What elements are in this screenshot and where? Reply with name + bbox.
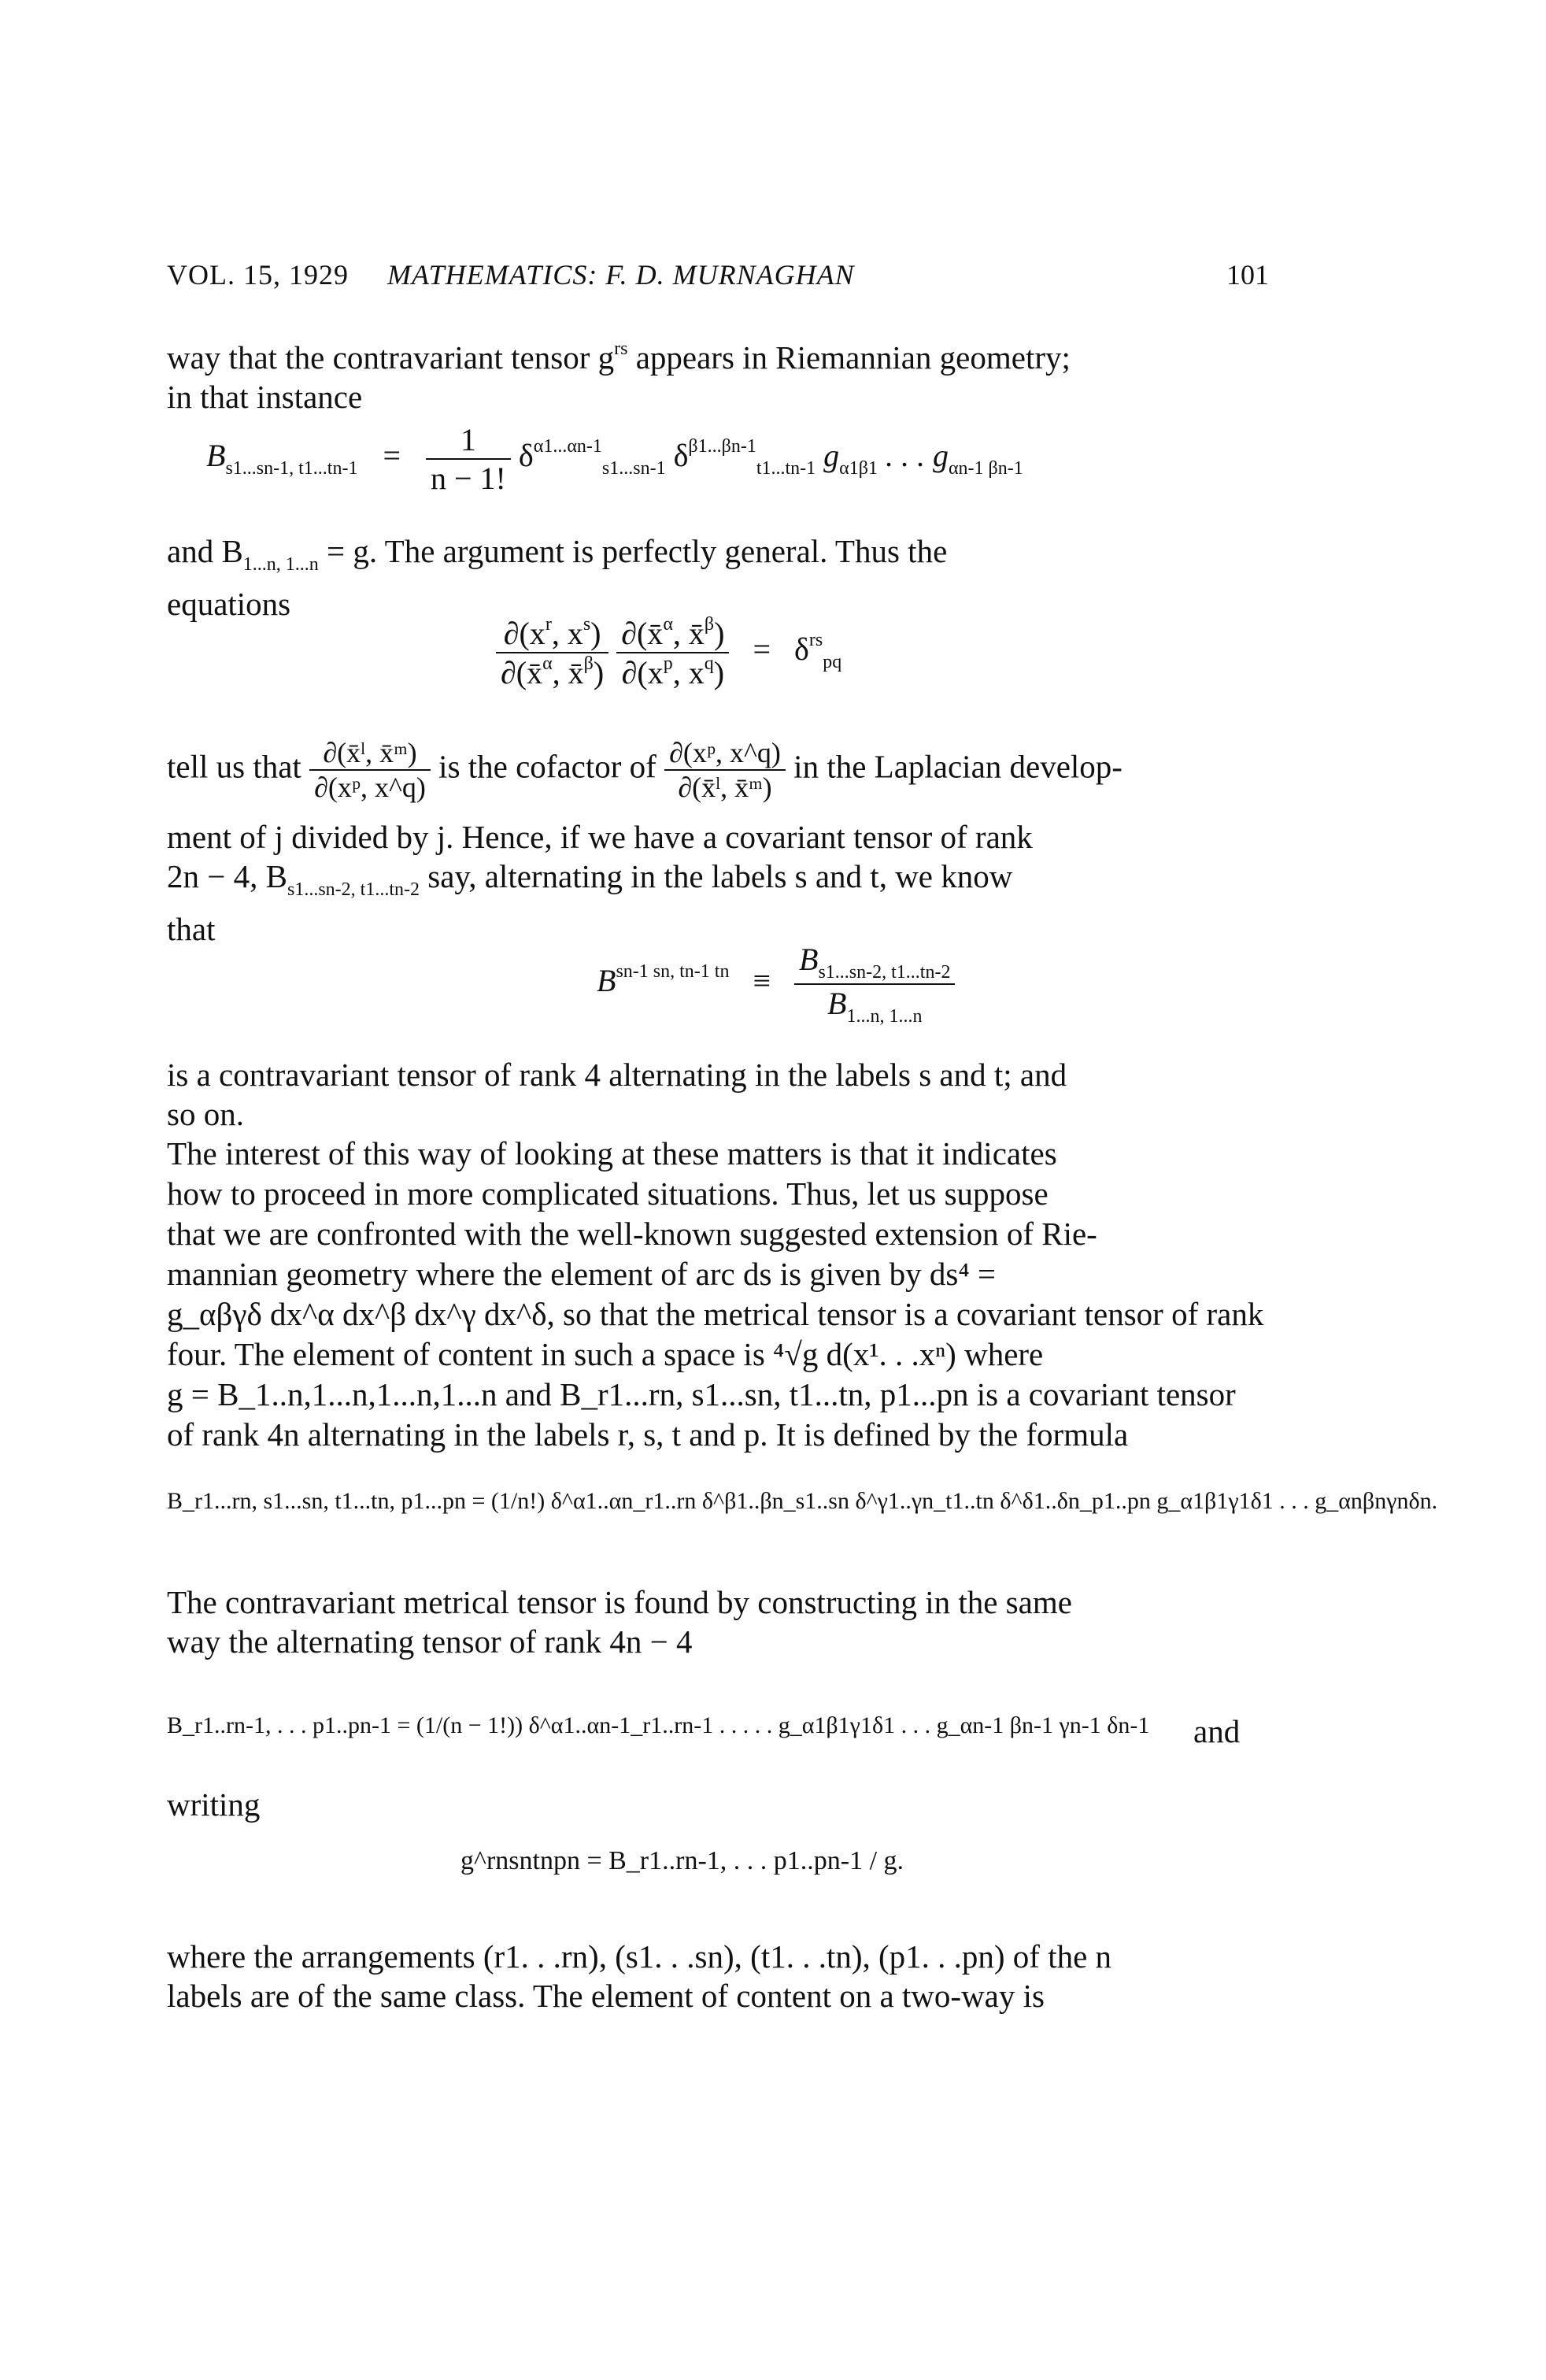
text-run: tell us that [167, 748, 301, 785]
denominator [794, 985, 955, 1027]
fraction [616, 614, 729, 691]
superscript: q [704, 653, 714, 674]
symbol: , x̄ [672, 616, 705, 651]
symbol: ) [590, 616, 601, 651]
fraction [426, 421, 511, 497]
text-line: that [167, 911, 216, 947]
symbol: B [799, 942, 819, 977]
text-line: so on. [167, 1096, 244, 1132]
text-line: four. The element of content in such a space is ⁴√g d(x¹. . .xⁿ) where [167, 1336, 1044, 1372]
symbol: B [597, 963, 616, 999]
running-title: MATHEMATICS: F. D. MURNAGHAN [387, 259, 855, 291]
superscript: rs [614, 339, 628, 359]
superscript: β1...βn-1 [688, 436, 756, 457]
superscript: s [583, 614, 591, 635]
text-line: ment of j divided by j. Hence, if we have a covariant tensor of rank [167, 819, 1033, 855]
fraction [496, 614, 608, 691]
equation-4: B_r1...rn, s1...sn, t1...tn, p1...pn = (1/n!) δ^α1..αn_r1..rn δ^β1..βn_s1..sn δ^γ1..γn_t1..tn δ^δ1..δn_p1..pn g_α1β1γ1δ1 . . . g_αnβnγnδn. [167, 1488, 1438, 1514]
paragraph-interest [167, 1134, 1269, 1455]
text-run: in the Laplacian develop- [793, 748, 1123, 785]
symbol: ∂(x̄ [621, 616, 664, 651]
numerator: 1 [426, 421, 511, 460]
denominator: ∂(x̄ˡ, x̄ᵐ) [678, 772, 772, 803]
text-line: of rank 4n alternating in the labels r, s, t and p. It is defined by the formula [167, 1416, 1129, 1453]
equation-1 [206, 421, 1023, 497]
symbol: δ [518, 438, 534, 474]
subscript: s1...sn-2, t1...tn-2 [287, 879, 420, 900]
text-run: way that the contravariant tensor g [167, 339, 615, 376]
superscript: α [542, 653, 553, 674]
paragraph-hence [167, 817, 1269, 949]
text-line: how to proceed in more complicated situations. Thus, let us suppose [167, 1175, 1049, 1212]
text-line: in that instance [167, 379, 363, 415]
symbol: ) [593, 655, 605, 690]
text-line: The contravariant metrical tensor is found by constructing in the same [167, 1584, 1072, 1620]
subscript: αn-1 βn-1 [948, 458, 1023, 479]
symbol: ∂(x [503, 616, 546, 651]
symbol: ∂(x [621, 655, 664, 690]
symbol: δ [665, 438, 689, 474]
denominator: ∂(xᵖ, x^q) [314, 772, 426, 803]
symbol: . . . g [877, 438, 949, 474]
subscript: 1...n, 1...n [242, 554, 319, 575]
symbol: ) [714, 616, 725, 651]
numerator [616, 614, 729, 653]
text-line: way the alternating tensor of rank 4n − 4 [167, 1623, 693, 1660]
symbol: , x [551, 616, 583, 651]
numerator: ∂(x̄ˡ, x̄ᵐ) [309, 736, 431, 771]
superscript: r [545, 614, 552, 635]
text-line: labels are of the same class. The element of content on a two-way is [167, 1978, 1045, 2014]
tell-line [167, 736, 1123, 804]
subscript: s1...sn-1, t1...tn-1 [225, 458, 358, 479]
symbol: ) [713, 655, 725, 690]
subscript: s1...sn-1 [601, 458, 666, 479]
equivalence-sign: ≡ [753, 963, 771, 999]
text-line: where the arrangements (r1. . .rn), (s1. . .sn), (t1. . .tn), (p1. . .pn) of the n [167, 1938, 1112, 1975]
denominator [496, 653, 608, 691]
text-run: = g. The argument is perfectly general. Thus the [318, 533, 948, 569]
superscript: α1...αn-1 [533, 436, 602, 457]
text-line: g_αβγδ dx^α dx^β dx^γ dx^δ, so that the metrical tensor is a covariant tensor of rank [167, 1296, 1264, 1332]
volume-label: VOL. 15, 1929 [167, 259, 349, 291]
text-run: is the cofactor of [438, 748, 656, 785]
subscript: s1...sn-2, t1...tn-2 [818, 962, 951, 983]
denominator [616, 653, 729, 691]
text-line [167, 857, 1269, 909]
subscript: pq [823, 652, 842, 673]
fraction [309, 736, 431, 804]
superscript: rs [808, 630, 823, 651]
paragraph-arrangements [167, 1937, 1269, 2015]
symbol: , x̄ [552, 655, 584, 690]
equation-3 [597, 941, 955, 1027]
writing-word: writing [167, 1786, 261, 1823]
fraction [664, 736, 786, 804]
superscript: α [663, 614, 673, 635]
equals-sign: = [753, 631, 771, 668]
text-line: is a contravariant tensor of rank 4 alternating in the labels s and t; and [167, 1057, 1067, 1093]
denominator: n − 1! [431, 461, 506, 496]
text-run: and B [167, 533, 243, 569]
and-word: and [1193, 1713, 1241, 1749]
superscript: β [704, 614, 715, 635]
paragraph-contravariant [167, 1055, 1269, 1134]
symbol: , x [672, 655, 705, 690]
symbol: B [827, 986, 847, 1021]
page-number: 101 [1226, 259, 1269, 291]
superscript: p [663, 653, 673, 674]
paragraph-intro [167, 329, 1269, 416]
text-line: mannian geometry where the element of arc ds is given by ds⁴ = [167, 1256, 996, 1292]
equals-sign: = [383, 438, 401, 474]
text-run: 2n − 4, B [167, 858, 287, 894]
text-line: The interest of this way of looking at these matters is that it indicates [167, 1135, 1057, 1171]
text-line: that we are confronted with the well-known suggested extension of Rie- [167, 1216, 1097, 1252]
subscript: α1β1 [839, 458, 878, 479]
text-line: g = B_1..n,1...n,1...n,1...n and B_r1...rn, s1...sn, t1...tn, p1...pn is a covariant tensor [167, 1376, 1236, 1412]
numerator [496, 614, 608, 653]
numerator: ∂(xᵖ, x^q) [664, 736, 786, 771]
subscript: 1...n, 1...n [846, 1006, 923, 1027]
paragraph-and [167, 531, 1269, 624]
symbol: g [816, 438, 840, 474]
running-header [167, 258, 1269, 298]
text-run: say, alternating in the labels s and t, we know [419, 858, 1013, 894]
text-line: equations [167, 586, 291, 622]
numerator [794, 941, 955, 985]
superscript: sn-1 sn, tn-1 tn [616, 961, 730, 983]
symbol: δ [794, 631, 809, 668]
equation-2 [496, 614, 841, 691]
equation-6: g^rnsntnpn = B_r1..rn-1, . . . p1..pn-1 / g. [460, 1846, 904, 1875]
text-line [167, 329, 1269, 377]
equation-5: B_r1..rn-1, . . . p1..pn-1 = (1/(n − 1!)) δ^α1..αn-1_r1..rn-1 . . . . . g_α1β1γ1δ1 . . . g_αn-1 βn-1 γn-1 δn-1 [167, 1712, 1150, 1738]
paragraph-contravariant-metric [167, 1582, 1269, 1661]
superscript: β [583, 653, 594, 674]
fraction [794, 941, 955, 1027]
text-line [167, 531, 1269, 584]
symbol: B [206, 438, 226, 474]
symbol: ∂(x̄ [501, 655, 543, 690]
subscript: t1...tn-1 [756, 458, 816, 479]
text-run: appears in Riemannian geometry; [627, 339, 1071, 376]
